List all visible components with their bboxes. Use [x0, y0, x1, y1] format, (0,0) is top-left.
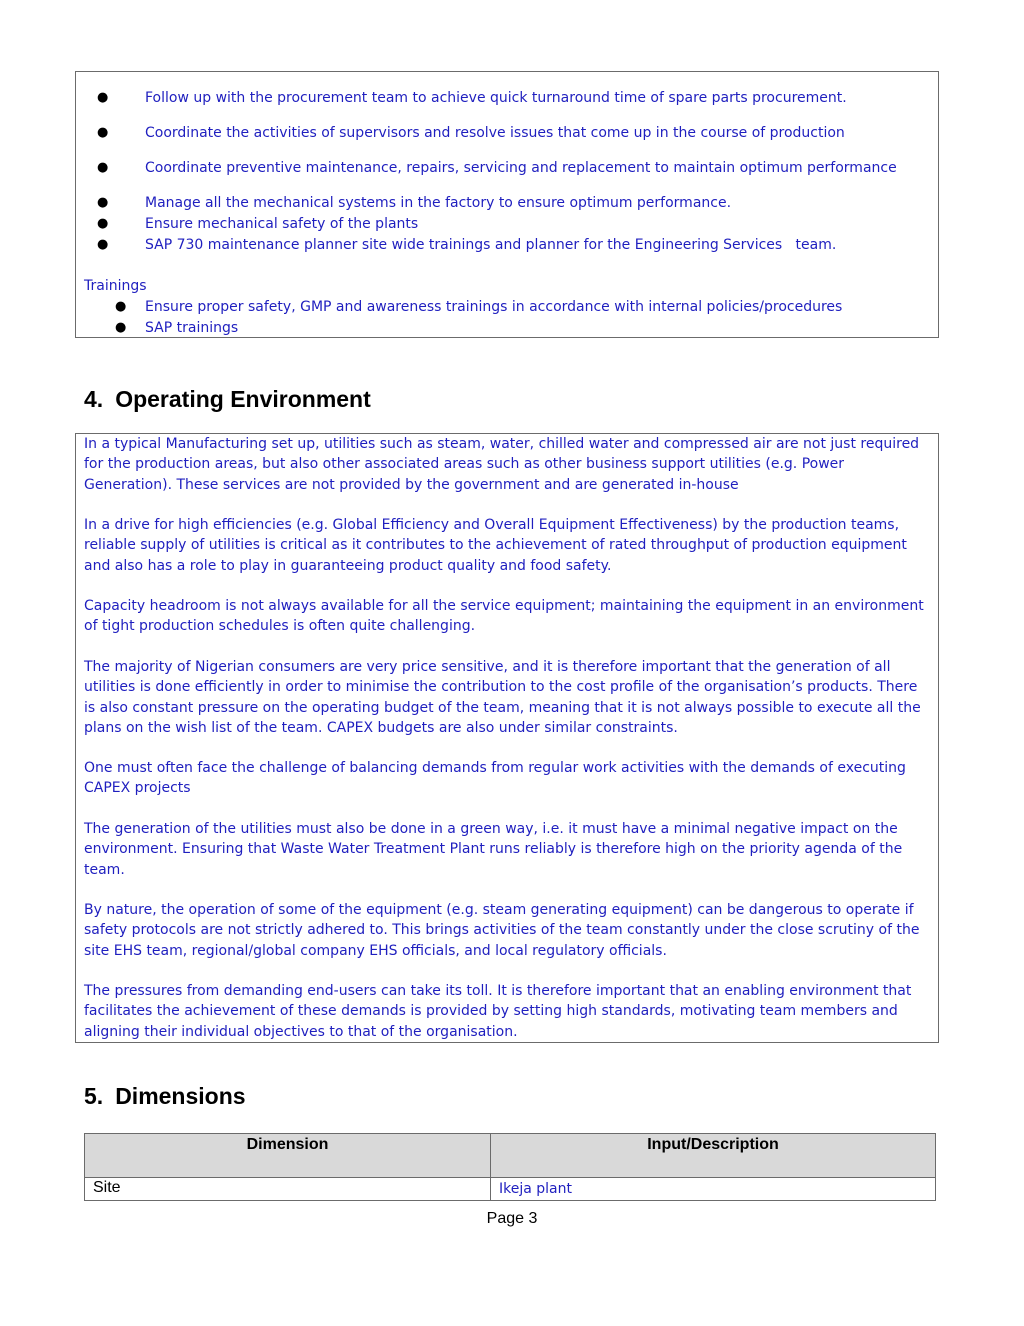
section-heading-dimensions	[84, 1083, 246, 1110]
responsibility-text: Manage all the mechanical systems in the factory to ensure optimum performance.	[145, 195, 732, 211]
responsibility-text: Follow up with the procurement team to achieve quick turnaround time of spare parts procurement.	[145, 90, 847, 106]
environment-paragraph: The generation of the utilities must also be done in a green way, i.e. it must have a minimal negative impact on the environment. Ensuring that Waste Water Treatment Plant runs reliably is therefore high on the priority agenda of the team.	[84, 821, 903, 878]
training-text: SAP trainings	[145, 320, 239, 336]
environment-paragraph: Capacity headroom is not always available for all the service equipment; maintaining the equipment in an environment of tight production schedules is often quite challenging.	[84, 598, 924, 635]
bullet-icon: ●	[115, 320, 127, 335]
operating-environment-box	[75, 433, 939, 1043]
column-header-dimension: Dimension	[85, 1134, 491, 1178]
bullet-icon: ●	[97, 216, 109, 231]
environment-paragraph: One must often face the challenge of balancing demands from regular work activities with the demands of executing CAPEX projects	[84, 760, 906, 797]
responsibility-text: Ensure mechanical safety of the plants	[145, 216, 419, 232]
responsibility-text: Coordinate preventive maintenance, repairs, servicing and replacement to maintain optimum performance	[145, 160, 897, 176]
dimensions-table	[84, 1133, 936, 1201]
page-number: Page 3	[486, 1210, 538, 1227]
section-heading-operating-environment	[84, 386, 371, 413]
environment-paragraph: The pressures from demanding end-users can take its toll. It is therefore important that an enabling environment that facilitates the achievement of these demands is provided by setting high standards, motivating team members and aligning their individual objectives to that of the organisation.	[84, 983, 912, 1040]
environment-paragraph: In a drive for high efficiencies (e.g. Global Efficiency and Overall Equipment Effectiveness) by the production teams, reliable supply of utilities is critical as it contributes to the achievement of rated throughput of production equipment and also has a role to play in guaranteeing product quality and food safety.	[84, 517, 907, 574]
environment-paragraph: By nature, the operation of some of the equipment (e.g. steam generating equipment) can be dangerous to operate if safety protocols are not strictly adhered to. This brings activities of the team constantly under the close scrutiny of the site EHS team, regional/global company EHS officials, and local regulatory officials.	[84, 902, 920, 959]
bullet-icon: ●	[97, 125, 109, 140]
trainings-label: Trainings	[84, 278, 147, 294]
section-title: Dimensions	[115, 1083, 246, 1109]
training-text: Ensure proper safety, GMP and awareness trainings in accordance with internal policies/procedures	[145, 299, 843, 315]
description-cell: Ikeja plant	[491, 1178, 936, 1201]
environment-paragraph: In a typical Manufacturing set up, utilities such as steam, water, chilled water and compressed air are not just required for the production areas, but also other associated areas such as other business support utilities (e.g. Power Generation). These services are not provided by the government and are generated in-house	[84, 436, 920, 493]
column-header-description: Input/Description	[491, 1134, 936, 1178]
bullet-icon: ●	[97, 237, 109, 252]
dimension-cell: Site	[85, 1178, 491, 1201]
section-title: Operating Environment	[115, 386, 371, 412]
environment-paragraph: The majority of Nigerian consumers are very price sensitive, and it is therefore important that the generation of all utilities is done efficiently in order to minimise the contribution to the cost profile of the organisation’s products. There is also constant pressure on the operating budget of the team, meaning that it is not always possible to execute all the plans on the wish list of the team. CAPEX budgets are also under similar constraints.	[84, 659, 921, 736]
bullet-icon: ●	[97, 195, 109, 210]
section-number: 5.	[84, 1083, 104, 1109]
bullet-icon: ●	[97, 90, 109, 105]
section-number: 4.	[84, 386, 104, 412]
responsibility-text: SAP 730 maintenance planner site wide trainings and planner for the Engineering Services team.	[145, 237, 837, 253]
responsibilities-box	[75, 71, 939, 338]
table-row	[85, 1178, 936, 1201]
bullet-icon: ●	[97, 160, 109, 175]
responsibility-text: Coordinate the activities of supervisors and resolve issues that come up in the course of production	[145, 125, 845, 141]
table-header-row	[85, 1134, 936, 1178]
bullet-icon: ●	[115, 299, 127, 314]
